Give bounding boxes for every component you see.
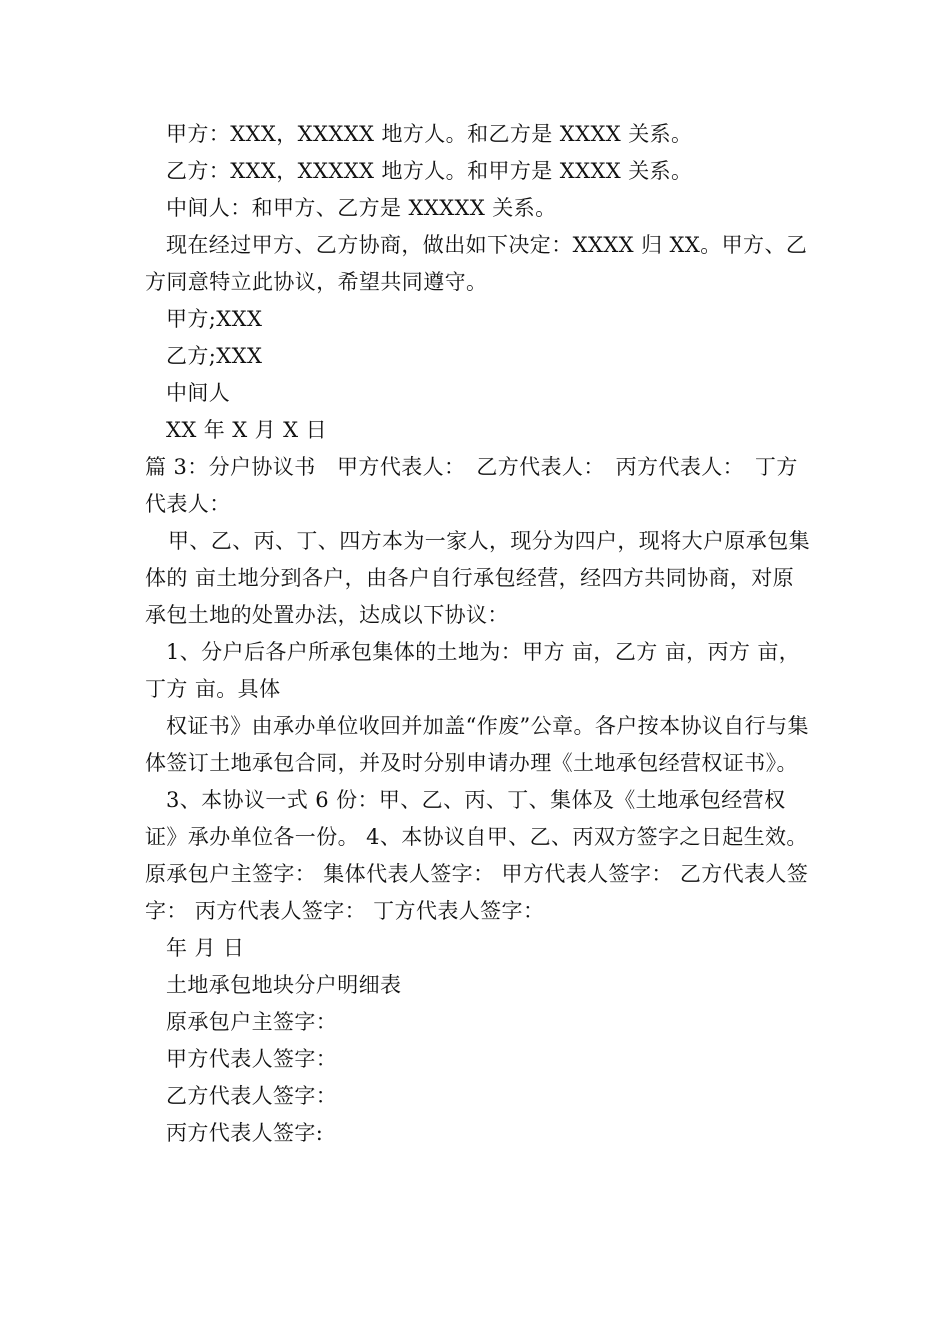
middleman-intro: 中间人：和甲方、乙方是 XXXXX 关系。 <box>166 196 557 220</box>
section-3-heading: 篇 3：分户协议书 甲方代表人： 乙方代表人： 丙方代表人： 丁方代表人： <box>145 455 798 516</box>
clause-1: 1、分户后各户所承包集体的土地为：甲方 亩，乙方 亩，丙方 亩，丁方 亩。具体 <box>145 640 801 701</box>
party-a-rep-signature: 甲方代表人签字： <box>166 1047 338 1071</box>
clause-certificate: 权证书》由承办单位收回并加盖“作废”公章。各户按本协议自行与集体签订土地承包合同，并及时分别申请办理《土地承包经营权证书》。 <box>145 714 809 775</box>
agreement-decision: 现在经过甲方、乙方协商，做出如下决定：XXXX 归 XX。甲方、乙方同意特立此协议，希望共同遵守。 <box>145 233 808 294</box>
party-b-rep-signature: 乙方代表人签字： <box>166 1084 338 1108</box>
party-a-intro: 甲方：XXX，XXXXX 地方人。和乙方是 XXXX 关系。 <box>166 122 693 146</box>
clause-3-4-signatures: 3、本协议一式 6 份：甲、乙、丙、丁、集体及《土地承包经营权证》承办单位各一份。 4、本协议自甲、乙、丙双方签字之日起生效。 原承包户主签字： 集体代表人签字： 甲方代表人签字： 乙方代表人签字： 丙方代表人签字： 丁方代表人签字： <box>145 788 809 923</box>
middleman-signature-line: 中间人 <box>166 381 231 405</box>
agreement-date: XX 年 X 月 X 日 <box>166 418 327 442</box>
original-householder-signature: 原承包户主签字： <box>166 1010 338 1034</box>
signature-date: 年 月 日 <box>166 936 245 960</box>
household-split-preamble: 甲、乙、丙、丁、四方本为一家人，现分为四户，现将大户原承包集体的 亩土地分到各户，由各户自行承包经营，经四方共同协商，对原承包土地的处置办法，达成以下协议： <box>145 529 810 627</box>
land-detail-table-title: 土地承包地块分户明细表 <box>166 973 402 997</box>
party-a-signature-line: 甲方;XXX <box>166 307 263 331</box>
document-body <box>145 116 810 1152</box>
party-b-signature-line: 乙方;XXX <box>166 344 263 368</box>
party-c-rep-signature: 丙方代表人签字: <box>166 1121 324 1145</box>
party-b-intro: 乙方：XXX，XXXXX 地方人。和甲方是 XXXX 关系。 <box>166 159 693 183</box>
